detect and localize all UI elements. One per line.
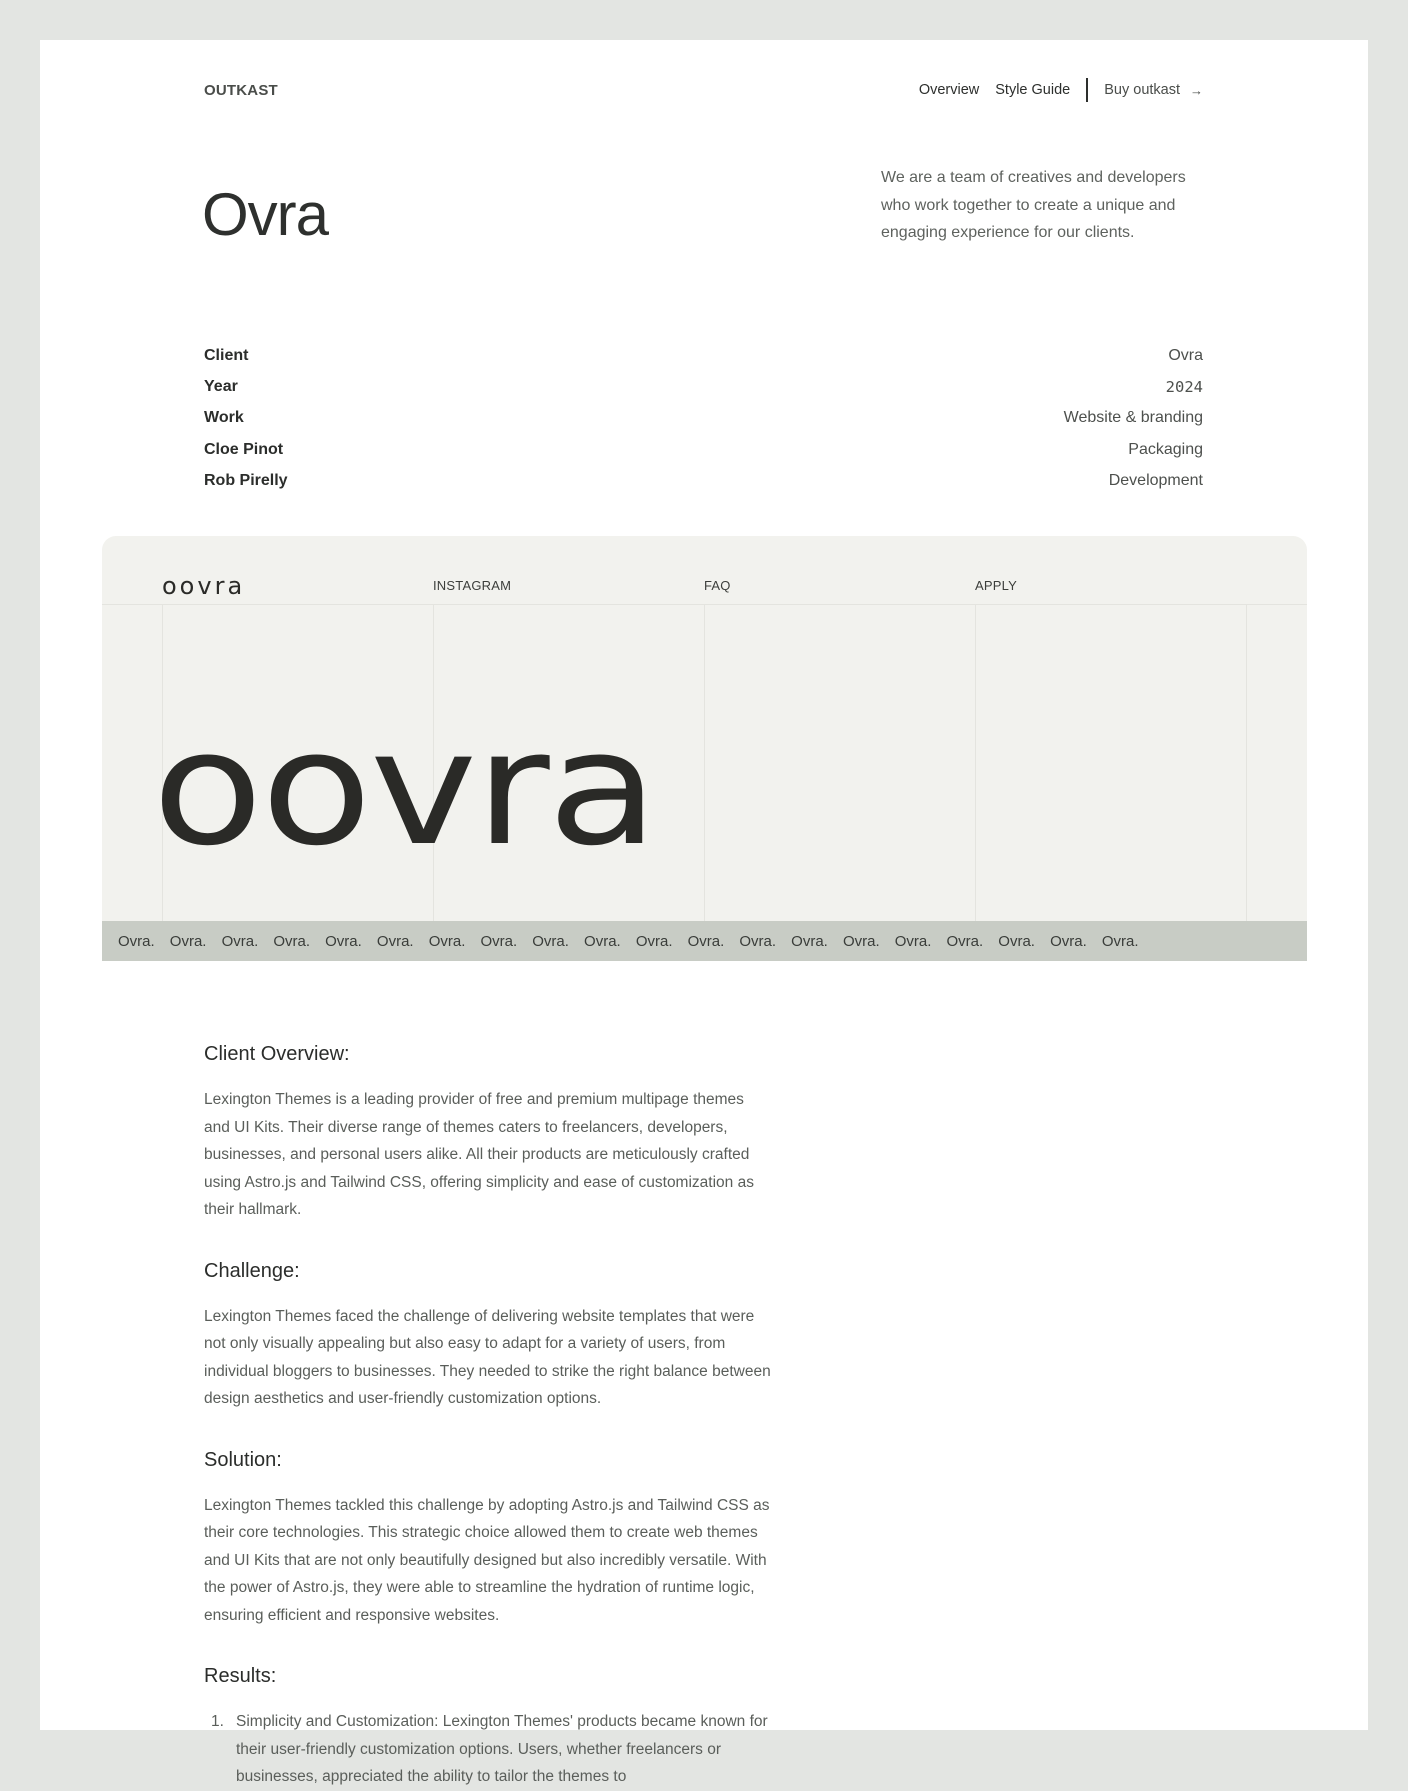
showcase-grid-line <box>704 604 705 921</box>
challenge-heading: Challenge: <box>204 1259 300 1282</box>
hero-intro: We are a team of creatives and developers who work together to create a unique and engaging experience for our clients. <box>881 169 1186 241</box>
nav-overview-link[interactable]: Overview <box>918 82 980 98</box>
list-item <box>204 1708 774 1791</box>
solution-text: Lexington Themes tackled this challenge by adopting Astro.js and Tailwind CSS as their core technologies. This strategic choice allowed them to create web themes and UI Kits that are not only beautifully designed but also incredibly versatile. With the power of Astro.js, they were able to streamline the hydration of runtime logic, ensuring efficient and responsive websites. <box>204 1496 770 1624</box>
ticker-item: Ovra. <box>739 932 777 950</box>
page-card <box>40 40 1368 1785</box>
ticker-item: Ovra. <box>273 932 311 950</box>
meta-row-year <box>204 371 1203 402</box>
meta-key: Rob Pirelly <box>204 471 288 489</box>
ticker-item: Ovra. <box>791 932 828 950</box>
meta-key: Client <box>204 346 249 364</box>
showcase-grid-line <box>1246 604 1247 921</box>
ticker-item: Ovra. <box>584 932 621 950</box>
page-title: Ovra <box>202 181 329 248</box>
meta-value: Website & branding <box>1063 409 1203 427</box>
showcase-nav-instagram: INSTAGRAM <box>433 578 512 593</box>
ticker-item: Ovra. <box>1101 932 1139 950</box>
top-nav <box>903 78 1203 102</box>
ticker-item: Ovra. <box>118 932 155 950</box>
results-list <box>204 1708 774 1791</box>
ticker-item: Ovra. <box>325 932 362 950</box>
ticker-item: Ovra. <box>946 932 984 950</box>
list-item-text: Simplicity and Customization: Lexington Themes' products became known for their user-friendly customization options. Users, whether freelancers or businesses, appreciated the ability to tailor the themes to <box>236 1713 768 1785</box>
client-overview-heading: Client Overview: <box>204 1043 350 1065</box>
ticker-item: Ovra. <box>687 932 725 950</box>
meta-value: Ovra <box>1168 346 1203 364</box>
ticker-item: Ovra. <box>376 932 414 950</box>
case-study-content <box>204 1043 774 1791</box>
meta-key: Work <box>204 409 244 427</box>
meta-row-cloe-pinot <box>204 434 1203 465</box>
nav-style-guide-link[interactable]: Style Guide <box>995 82 1071 98</box>
showcase-nav-apply: APPLY <box>975 578 1017 593</box>
solution-heading: Solution: <box>204 1448 282 1471</box>
ticker-item: Ovra. <box>1050 932 1087 950</box>
ticker-item: Ovra. <box>998 932 1035 950</box>
ticker-item: Ovra. <box>894 932 932 950</box>
ticker-item: Ovra. <box>480 932 518 950</box>
meta-value: 2024 <box>1165 377 1203 396</box>
showcase-nav-faq: FAQ <box>704 578 731 593</box>
ticker-item: Ovra. <box>221 932 259 950</box>
ticker-item: Ovra. <box>169 932 207 950</box>
ticker-item: Ovra. <box>842 932 880 950</box>
project-meta-table <box>204 340 1203 496</box>
site-header <box>204 70 1203 110</box>
ticker-item: Ovra. <box>532 932 569 950</box>
project-showcase-image <box>102 536 1307 961</box>
challenge-text: Lexington Themes faced the challenge of delivering website templates that were not only visually appealing but also easy to adapt for a variety of users, from individual bloggers to businesses. They needed to strike the right balance between design aesthetics and user-friendly customization options. <box>204 1307 771 1407</box>
arrow-right-icon: → <box>1190 82 1203 98</box>
showcase-wordmark: oovra <box>152 697 657 881</box>
showcase-logo: oovra <box>162 572 246 600</box>
meta-row-client <box>204 340 1203 371</box>
brand-logo[interactable]: OUTKAST <box>204 81 278 99</box>
meta-value: Development <box>1108 471 1203 489</box>
results-heading: Results: <box>204 1665 277 1687</box>
meta-value: Packaging <box>1128 440 1203 458</box>
meta-key: Cloe Pinot <box>204 440 284 458</box>
list-item-number: 1. <box>211 1713 224 1730</box>
meta-key: Year <box>204 377 238 395</box>
meta-row-rob-pirelly <box>204 465 1203 496</box>
meta-row-work <box>204 403 1203 434</box>
showcase-ticker <box>102 921 1307 961</box>
buy-outkast-label: Buy outkast <box>1104 82 1180 98</box>
client-overview-text: Lexington Themes is a leading provider of free and premium multipage themes and UI Kits. Their diverse range of themes caters to freelancers, developers, businesses, and personal users alike. All their products are meticulously crafted using Astro.js and Tailwind CSS, offering simplicity and ease of customization as their hallmark. <box>204 1091 754 1218</box>
buy-outkast-link[interactable] <box>1104 82 1203 98</box>
showcase-grid-line <box>975 604 976 921</box>
ticker-item: Ovra. <box>635 932 673 950</box>
ticker-item: Ovra. <box>428 932 466 950</box>
nav-divider <box>1086 78 1088 102</box>
